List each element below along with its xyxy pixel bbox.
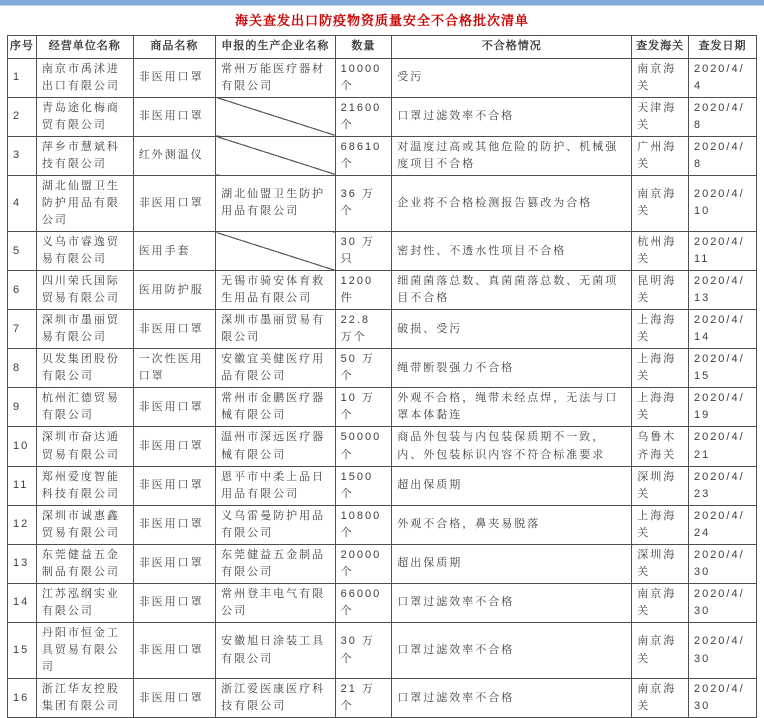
cell-product: 医用防护服 — [133, 271, 215, 310]
cell-product: 非医用口罩 — [133, 427, 215, 466]
cell-product: 非医用口罩 — [133, 310, 215, 349]
cell-manufacturer: 湖北仙盟卫生防护用品有限公司 — [216, 175, 336, 231]
column-header-issue: 不合格情况 — [392, 35, 632, 58]
cell-quantity: 20000 个 — [335, 544, 392, 583]
cell-manufacturer: 常州万能医疗器材有限公司 — [216, 58, 336, 97]
cell-manufacturer: 常州市金鹏医疗器械有限公司 — [216, 388, 336, 427]
cell-no: 14 — [8, 583, 37, 622]
cell-date: 2020/4/8 — [688, 136, 756, 175]
cell-issue: 对温度过高或其他危险的防护、机械强度项目不合格 — [392, 136, 632, 175]
cell-quantity: 10000 个 — [335, 58, 392, 97]
cell-no: 13 — [8, 544, 37, 583]
column-header-no: 序号 — [8, 35, 37, 58]
cell-quantity: 1500 个 — [335, 466, 392, 505]
cell-product: 非医用口罩 — [133, 466, 215, 505]
cell-quantity: 10 万个 — [335, 388, 392, 427]
cell-no: 2 — [8, 97, 37, 136]
cell-issue: 绳带断裂强力不合格 — [392, 349, 632, 388]
cell-operator: 深圳市奋达通贸易有限公司 — [36, 427, 133, 466]
column-header-manufacturer: 申报的生产企业名称 — [216, 35, 336, 58]
cell-no: 12 — [8, 505, 37, 544]
cell-no: 3 — [8, 136, 37, 175]
table-row — [8, 544, 757, 583]
table-row — [8, 271, 757, 310]
cell-operator: 丹阳市恒金工具贸易有限公司 — [36, 622, 133, 678]
cell-issue: 口罩过滤效率不合格 — [392, 679, 632, 718]
cell-product: 非医用口罩 — [133, 97, 215, 136]
cell-no: 15 — [8, 622, 37, 678]
cell-no: 16 — [8, 679, 37, 718]
cell-date: 2020/4/23 — [688, 466, 756, 505]
cell-manufacturer: 无锡市骑安体育救生用品有限公司 — [216, 271, 336, 310]
cell-manufacturer — [216, 136, 336, 175]
cell-quantity: 68610 个 — [335, 136, 392, 175]
table-row — [8, 679, 757, 718]
cell-manufacturer: 深圳市墨丽贸易有限公司 — [216, 310, 336, 349]
cell-issue: 受污 — [392, 58, 632, 97]
cell-issue: 超出保质期 — [392, 544, 632, 583]
cell-date: 2020/4/21 — [688, 427, 756, 466]
cell-operator: 深圳市墨丽贸易有限公司 — [36, 310, 133, 349]
column-header-quantity: 数量 — [335, 35, 392, 58]
column-header-product: 商品名称 — [133, 35, 215, 58]
cell-date: 2020/4/19 — [688, 388, 756, 427]
cell-product: 红外测温仪 — [133, 136, 215, 175]
cell-date: 2020/4/14 — [688, 310, 756, 349]
cell-operator: 萍乡市慧斌科技有限公司 — [36, 136, 133, 175]
cell-operator: 杭州汇德贸易有限公司 — [36, 388, 133, 427]
cell-product: 非医用口罩 — [133, 58, 215, 97]
cell-date: 2020/4/15 — [688, 349, 756, 388]
cell-manufacturer: 常州登丰电气有限公司 — [216, 583, 336, 622]
noncompliance-table — [7, 35, 757, 718]
table-row — [8, 505, 757, 544]
cell-customs: 深圳海关 — [632, 544, 689, 583]
column-header-operator: 经营单位名称 — [36, 35, 133, 58]
top-accent-bar — [0, 0, 764, 6]
cell-date: 2020/4/10 — [688, 175, 756, 231]
cell-no: 1 — [8, 58, 37, 97]
cell-operator: 贝发集团股份有限公司 — [36, 349, 133, 388]
cell-quantity: 22.8 万个 — [335, 310, 392, 349]
table-row — [8, 232, 757, 271]
cell-quantity: 21 万个 — [335, 679, 392, 718]
table-row — [8, 136, 757, 175]
cell-no: 6 — [8, 271, 37, 310]
cell-no: 9 — [8, 388, 37, 427]
cell-issue: 密封性、不透水性项目不合格 — [392, 232, 632, 271]
table-row — [8, 388, 757, 427]
cell-product: 非医用口罩 — [133, 388, 215, 427]
cell-customs: 南京海关 — [632, 583, 689, 622]
cell-product: 非医用口罩 — [133, 679, 215, 718]
cell-manufacturer: 温州市深远医疗器械有限公司 — [216, 427, 336, 466]
cell-quantity: 36 万个 — [335, 175, 392, 231]
cell-quantity: 50 万个 — [335, 349, 392, 388]
table-row — [8, 622, 757, 678]
cell-quantity: 66000 个 — [335, 583, 392, 622]
table-row — [8, 175, 757, 231]
cell-operator: 湖北仙盟卫生防护用品有限公司 — [36, 175, 133, 231]
cell-issue: 口罩过滤效率不合格 — [392, 97, 632, 136]
cell-issue: 外观不合格，鼻夹易脱落 — [392, 505, 632, 544]
cell-product: 非医用口罩 — [133, 622, 215, 678]
cell-quantity: 30 万只 — [335, 232, 392, 271]
cell-operator: 义乌市睿逸贸易有限公司 — [36, 232, 133, 271]
cell-manufacturer: 义乌雷曼防护用品有限公司 — [216, 505, 336, 544]
cell-customs: 深圳海关 — [632, 466, 689, 505]
cell-customs: 上海海关 — [632, 505, 689, 544]
cell-customs: 上海海关 — [632, 310, 689, 349]
cell-date: 2020/4/4 — [688, 58, 756, 97]
cell-date: 2020/4/30 — [688, 622, 756, 678]
table-header — [8, 35, 757, 58]
table-row — [8, 97, 757, 136]
cell-quantity: 1200 件 — [335, 271, 392, 310]
cell-issue: 细菌菌落总数、真菌菌落总数、无菌项目不合格 — [392, 271, 632, 310]
cell-issue: 超出保质期 — [392, 466, 632, 505]
cell-manufacturer: 安徽宜美健医疗用品有限公司 — [216, 349, 336, 388]
cell-customs: 天津海关 — [632, 97, 689, 136]
cell-product: 非医用口罩 — [133, 505, 215, 544]
page-title: 海关查发出口防疫物资质量安全不合格批次清单 — [234, 13, 529, 28]
cell-manufacturer — [216, 232, 336, 271]
cell-customs: 南京海关 — [632, 175, 689, 231]
cell-date: 2020/4/8 — [688, 97, 756, 136]
cell-manufacturer — [216, 97, 336, 136]
column-header-customs: 查发海关 — [632, 35, 689, 58]
table-row — [8, 58, 757, 97]
table-row — [8, 583, 757, 622]
cell-product: 医用手套 — [133, 232, 215, 271]
cell-date: 2020/4/11 — [688, 232, 756, 271]
cell-quantity: 21600 个 — [335, 97, 392, 136]
cell-product: 非医用口罩 — [133, 175, 215, 231]
cell-customs: 南京海关 — [632, 679, 689, 718]
cell-customs: 乌鲁木齐海关 — [632, 427, 689, 466]
cell-manufacturer: 恩平市中柔上品日用品有限公司 — [216, 466, 336, 505]
cell-operator: 郑州爱度智能科技有限公司 — [36, 466, 133, 505]
cell-manufacturer: 东莞健益五金制品有限公司 — [216, 544, 336, 583]
cell-product: 非医用口罩 — [133, 583, 215, 622]
cell-no: 5 — [8, 232, 37, 271]
cell-date: 2020/4/13 — [688, 271, 756, 310]
cell-customs: 南京海关 — [632, 58, 689, 97]
cell-no: 8 — [8, 349, 37, 388]
cell-customs: 南京海关 — [632, 622, 689, 678]
cell-date: 2020/4/30 — [688, 583, 756, 622]
cell-customs: 杭州海关 — [632, 232, 689, 271]
cell-no: 7 — [8, 310, 37, 349]
cell-operator: 深圳市诚惠鑫贸易有限公司 — [36, 505, 133, 544]
cell-issue: 破损、受污 — [392, 310, 632, 349]
cell-customs: 广州海关 — [632, 136, 689, 175]
cell-date: 2020/4/30 — [688, 544, 756, 583]
cell-date: 2020/4/24 — [688, 505, 756, 544]
cell-quantity: 10800 个 — [335, 505, 392, 544]
cell-customs: 昆明海关 — [632, 271, 689, 310]
cell-operator: 南京市禹沭进出口有限公司 — [36, 58, 133, 97]
cell-operator: 四川荣氏国际贸易有限公司 — [36, 271, 133, 310]
table-row — [8, 310, 757, 349]
cell-quantity: 50000 个 — [335, 427, 392, 466]
cell-operator: 青岛途化梅商贸有限公司 — [36, 97, 133, 136]
cell-operator: 浙江华友控股集团有限公司 — [36, 679, 133, 718]
table-row — [8, 466, 757, 505]
table-body — [8, 58, 757, 718]
cell-no: 10 — [8, 427, 37, 466]
table-row — [8, 349, 757, 388]
cell-issue: 商品外包装与内包装保质期不一致，内、外包装标识内容不符合标准要求 — [392, 427, 632, 466]
cell-no: 4 — [8, 175, 37, 231]
cell-quantity: 30 万个 — [335, 622, 392, 678]
table-row — [8, 427, 757, 466]
cell-issue: 外观不合格，绳带未经点焊，无法与口罩本体黏连 — [392, 388, 632, 427]
cell-operator: 东莞健益五金制品有限公司 — [36, 544, 133, 583]
cell-customs: 上海海关 — [632, 349, 689, 388]
cell-issue: 口罩过滤效率不合格 — [392, 622, 632, 678]
cell-date: 2020/4/30 — [688, 679, 756, 718]
cell-manufacturer: 安徽旭日涂装工具有限公司 — [216, 622, 336, 678]
cell-product: 非医用口罩 — [133, 544, 215, 583]
cell-product: 一次性医用口罩 — [133, 349, 215, 388]
column-header-date: 查发日期 — [688, 35, 756, 58]
header-row — [8, 35, 757, 58]
cell-customs: 上海海关 — [632, 388, 689, 427]
cell-issue: 企业将不合格检测报告篡改为合格 — [392, 175, 632, 231]
cell-manufacturer: 浙江爱医康医疗科技有限公司 — [216, 679, 336, 718]
cell-no: 11 — [8, 466, 37, 505]
cell-issue: 口罩过滤效率不合格 — [392, 583, 632, 622]
cell-operator: 江苏泓纲实业有限公司 — [36, 583, 133, 622]
